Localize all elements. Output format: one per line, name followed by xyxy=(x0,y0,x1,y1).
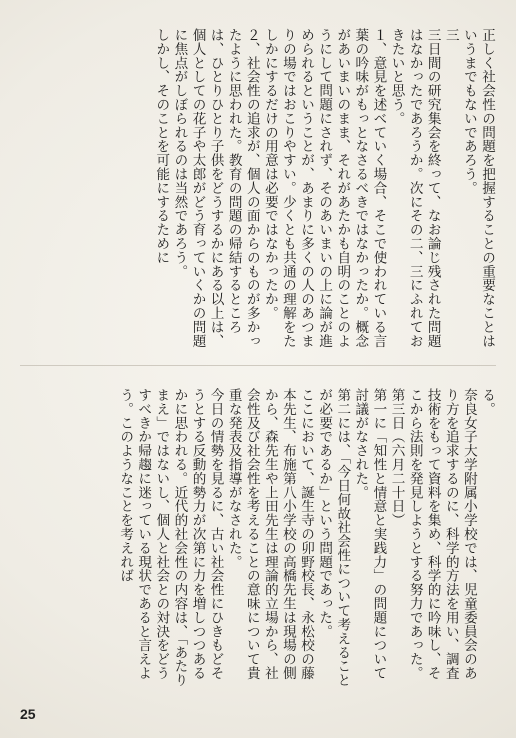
bottom-text-block: る。 奈良女子大学附属小学校では、児童委員会のあり方を追求するのに、科学的方法を用い、調査技術をもって資料を集め、科学的に吟味し、そこから法則を発見しようとする努力であった。 第三日（六月二十日） 第一に「知性と情意と実践力」の問題について討議がなされた。 第二には、「今日何故社会性について考えることが必要であるか」という問題であった。 ここにおいて、誕生寺の卯野校長、永松校の藤本先生、布施第八小学校の高橋先生は現場の側から、森先生や上田先生は理論的立場から、社会性及び社会性を考えることの意味について貴重な発表及指導がなされた。 今日の情勢を見るに、古い社会性にひきもどそうとする反動的勢力が次第に力を増しつつあるかに思われる。近代的社会性の内容は、「あたりまえ」ではないし、個人と社会との対決をどうすべきか帰趨に迷っている現状であると言えよう。このようなことを考えれば xyxy=(117,388,495,687)
page-number: 25 xyxy=(20,706,36,722)
top-text-block: 正しく社会性の問題を把握することの重要なことはいうまでもないであろう。 三 三日間の研究集会を終って、なお論じ残された問題はなかったであろうか。次にその二、三にふれておきたいと思う。 １、意見を述べていく場合、そこで使われている言葉の吟味がもっとなさるべきではなかったか。概念があいまいのまま、それがあたかも自明のことのようにして問題にされず、そのあいまいの上に論が進められるということが、あまりに多くの人のあつまりの場ではおこりやすい。少くとも共通の理解をたしかにするだけの用意は必要ではなかったか。 ２、社会性の追求が、個人の面からのものが多かったように思われた。教育の問題の帰結するところは、ひとりひとり子供をどうするかにある以上は、個人としての花子や太郎がどう育っていくかの問題に焦点がしぼられるのは当然であろう。 しかし、そのことを可能にするために xyxy=(153,28,495,348)
section-divider xyxy=(20,365,496,366)
